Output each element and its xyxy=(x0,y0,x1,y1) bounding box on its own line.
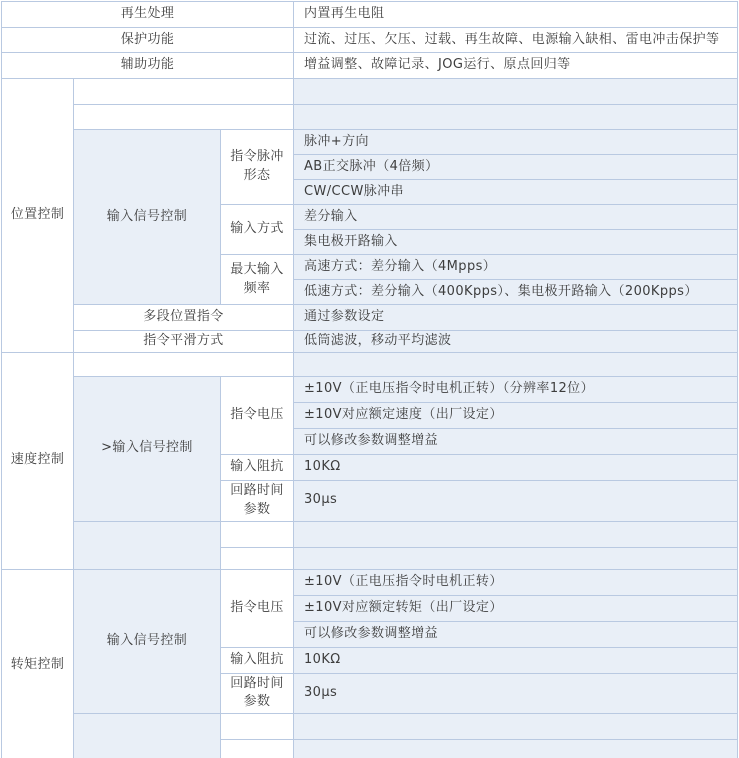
torque-cmd-voltage-value-3: 可以修改参数调整增益 xyxy=(294,621,738,647)
row-position-empty-2 xyxy=(2,105,738,130)
row-regeneration xyxy=(2,2,738,28)
empty-value-cell xyxy=(294,521,738,547)
torque-impedance-value: 10KΩ xyxy=(294,647,738,673)
empty-sub-cell xyxy=(221,714,294,740)
row-speed-voltage-1 xyxy=(2,376,738,402)
input-mode-value-2: 集电极开路输入 xyxy=(294,230,738,255)
max-freq-value-1: 高速方式：差分输入（4Mpps） xyxy=(294,255,738,280)
multi-position-label-cell: 多段位置指令 xyxy=(74,305,294,331)
empty-label-cell xyxy=(74,79,294,105)
pulse-form-value-3: CW/CCW脉冲串 xyxy=(294,180,738,205)
empty-value-cell xyxy=(294,740,738,758)
multi-position-value: 通过参数设定 xyxy=(294,305,738,331)
regeneration-label: 再生处理 xyxy=(2,2,294,28)
empty-value-cell xyxy=(294,714,738,740)
input-mode-value-1: 差分输入 xyxy=(294,205,738,230)
torque-cmd-voltage-label-cell: 指令电压 xyxy=(221,569,294,647)
auxiliary-value: 增益调整、故障记录、JOG运行、原点回归等 xyxy=(294,53,738,79)
pulse-form-label-cell: 指令脉冲形态 xyxy=(221,130,294,205)
empty-sub-cell xyxy=(221,547,294,569)
row-torque-empty-bottom-1 xyxy=(2,714,738,740)
row-auxiliary xyxy=(2,53,738,79)
torque-impedance-label-cell: 输入阻抗 xyxy=(221,647,294,673)
empty-sub-cell xyxy=(221,521,294,547)
speed-cmd-voltage-value-3: 可以修改参数调整增益 xyxy=(294,428,738,454)
speed-cmd-voltage-label-cell: 指令电压 xyxy=(221,376,294,454)
max-freq-value-2: 低速方式：差分输入（400Kpps）、集电极开路输入（200Kpps） xyxy=(294,280,738,305)
smoothing-value: 低筒滤波，移动平均滤波 xyxy=(294,331,738,353)
group-cell-position-control: 位置控制 xyxy=(2,79,74,353)
regeneration-value: 内置再生电阻 xyxy=(294,2,738,28)
auxiliary-label: 辅助功能 xyxy=(2,53,294,79)
torque-loop-time-label-cell: 回路时间参数 xyxy=(221,673,294,714)
torque-input-signal-cell: 输入信号控制 xyxy=(74,569,221,714)
row-torque-voltage-1 xyxy=(2,569,738,595)
speed-impedance-label-cell: 输入阻抗 xyxy=(221,454,294,480)
row-speed-empty-bottom-1 xyxy=(2,521,738,547)
empty-value-cell xyxy=(294,352,738,376)
empty-label-cell xyxy=(74,352,294,376)
position-input-signal-cell: 输入信号控制 xyxy=(74,130,221,305)
torque-loop-time-value: 30μs xyxy=(294,673,738,714)
empty-sub-cell xyxy=(221,740,294,758)
speed-cmd-voltage-value-1: ±10V（正电压指令时电机正转）（分辨率12位） xyxy=(294,376,738,402)
empty-value-cell xyxy=(294,79,738,105)
torque-cmd-voltage-value-2: ±10V对应额定转矩（出厂设定） xyxy=(294,595,738,621)
speed-input-signal-cell: >输入信号控制 xyxy=(74,376,221,521)
row-pulse-direction xyxy=(2,130,738,155)
smoothing-label-cell: 指令平滑方式 xyxy=(74,331,294,353)
speed-impedance-value: 10KΩ xyxy=(294,454,738,480)
speed-loop-time-label-cell: 回路时间参数 xyxy=(221,480,294,521)
pulse-form-value-2: AB正交脉冲（4倍频） xyxy=(294,155,738,180)
group-cell-speed-control: 速度控制 xyxy=(2,352,74,569)
row-speed-empty-top xyxy=(2,352,738,376)
row-multi-position xyxy=(2,305,738,331)
max-freq-label-cell: 最大输入频率 xyxy=(221,255,294,305)
input-mode-label-cell: 输入方式 xyxy=(221,205,294,255)
group-cell-torque-control: 转矩控制 xyxy=(2,569,74,758)
pulse-form-value-1: 脉冲+方向 xyxy=(294,130,738,155)
row-position-empty-1 xyxy=(2,79,738,105)
torque-cmd-voltage-value-1: ±10V（正电压指令时电机正转） xyxy=(294,569,738,595)
row-protection xyxy=(2,28,738,53)
speed-loop-time-value: 30μs xyxy=(294,480,738,521)
servo-spec-table xyxy=(1,1,738,758)
protection-label: 保护功能 xyxy=(2,28,294,53)
empty-label-cell xyxy=(74,105,294,130)
empty-value-cell xyxy=(294,547,738,569)
protection-value: 过流、过压、欠压、过载、再生故障、电源输入缺相、雷电冲击保护等 xyxy=(294,28,738,53)
empty-value-cell xyxy=(294,105,738,130)
empty-control-cell xyxy=(74,521,221,569)
empty-control-cell xyxy=(74,714,221,758)
speed-cmd-voltage-value-2: ±10V对应额定速度（出厂设定） xyxy=(294,402,738,428)
row-smoothing xyxy=(2,331,738,353)
